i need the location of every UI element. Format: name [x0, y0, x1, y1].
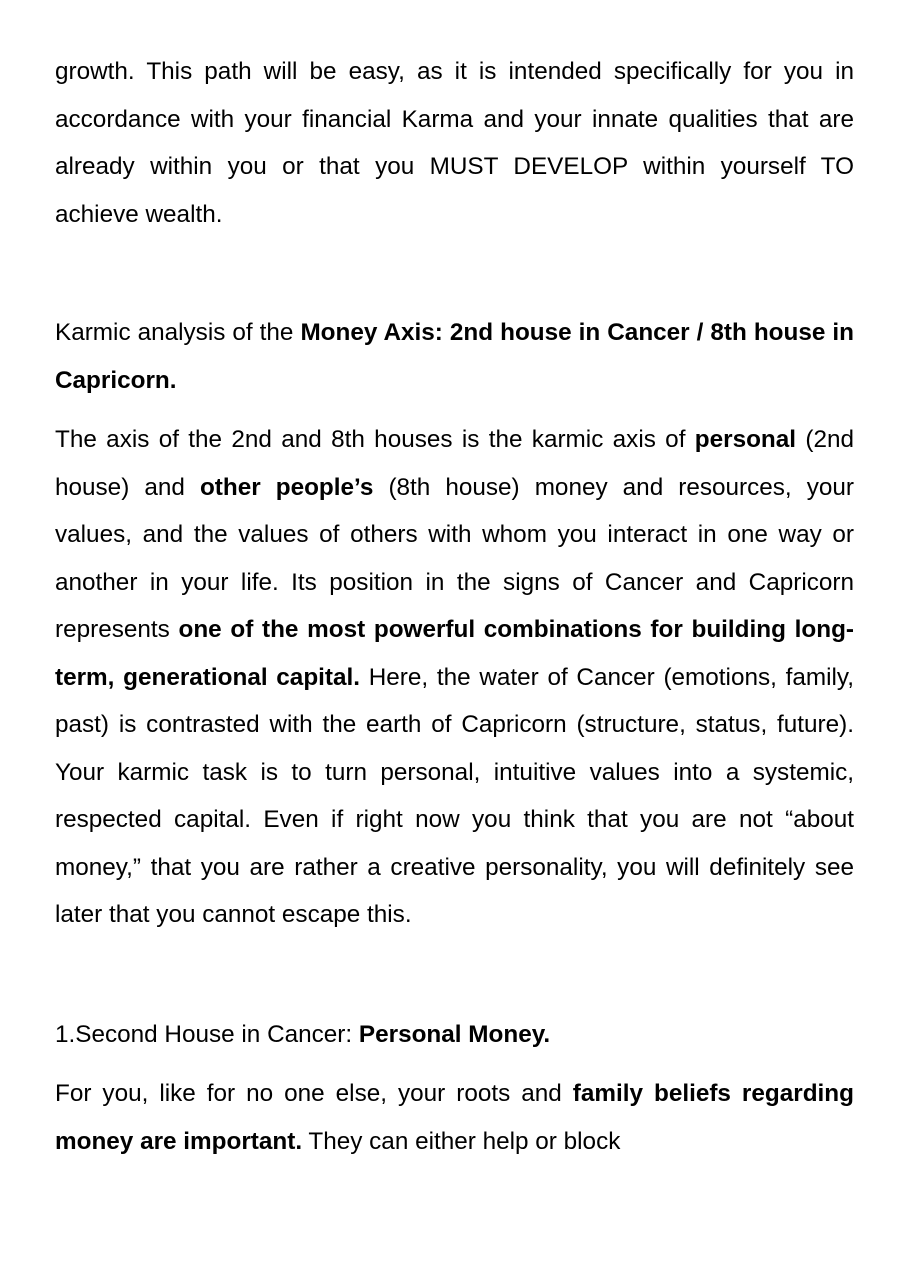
second-house-bold-family-beliefs: family beliefs regarding money are important.: [55, 1080, 854, 1155]
axis-text-2: (2nd house) and: [55, 426, 854, 501]
intro-paragraph: growth. This path will be easy, as it is intended specifically for you in accordance with your financial Karma and your innate qualities that are already within you or that you MUST DEVELOP within yourself TO achieve wealth.: [55, 58, 854, 228]
axis-bold-personal: personal: [694, 426, 797, 453]
second-house-paragraph: [55, 1070, 854, 1165]
second-house-text-2: They can either help or block: [302, 1127, 621, 1155]
axis-bold-combinations: one of the most powerful combinations for building long-term, generational capital.: [55, 616, 854, 691]
heading-prefix: Karmic analysis of the: [55, 319, 301, 346]
subheading-bold: Personal Money.: [358, 1020, 551, 1048]
document-page: [55, 48, 854, 1165]
axis-bold-other-peoples: other people’s: [199, 473, 374, 501]
axis-text-4: Here, the water of Cancer (emotions, family, past) is contrasted with the earth of Capricorn (structure, status, future). Your karmic task is to turn personal, intuitive values into a systemic, respected capital. Even if right now you think that you are not “about money,” that you are rather a creative personality, you will definitely see later that you cannot escape this.: [55, 663, 854, 928]
subheading-prefix: 1.Second House in Cancer:: [55, 1020, 359, 1048]
money-axis-heading: [55, 309, 854, 404]
axis-text-3: (8th house) money and resources, your values, and the values of others with whom you interact in one way or another in your life. Its position in the signs of Cancer and Capricorn represents: [55, 473, 854, 643]
second-house-text-1: For you, like for no one else, your roots and: [55, 1080, 573, 1107]
axis-paragraph: [55, 416, 854, 939]
heading-bold: Money Axis: 2nd house in Cancer / 8th house in Capricorn.: [55, 319, 854, 394]
second-house-heading: [55, 1011, 854, 1059]
axis-text-1: The axis of the 2nd and 8th houses is the karmic axis of: [55, 426, 695, 453]
